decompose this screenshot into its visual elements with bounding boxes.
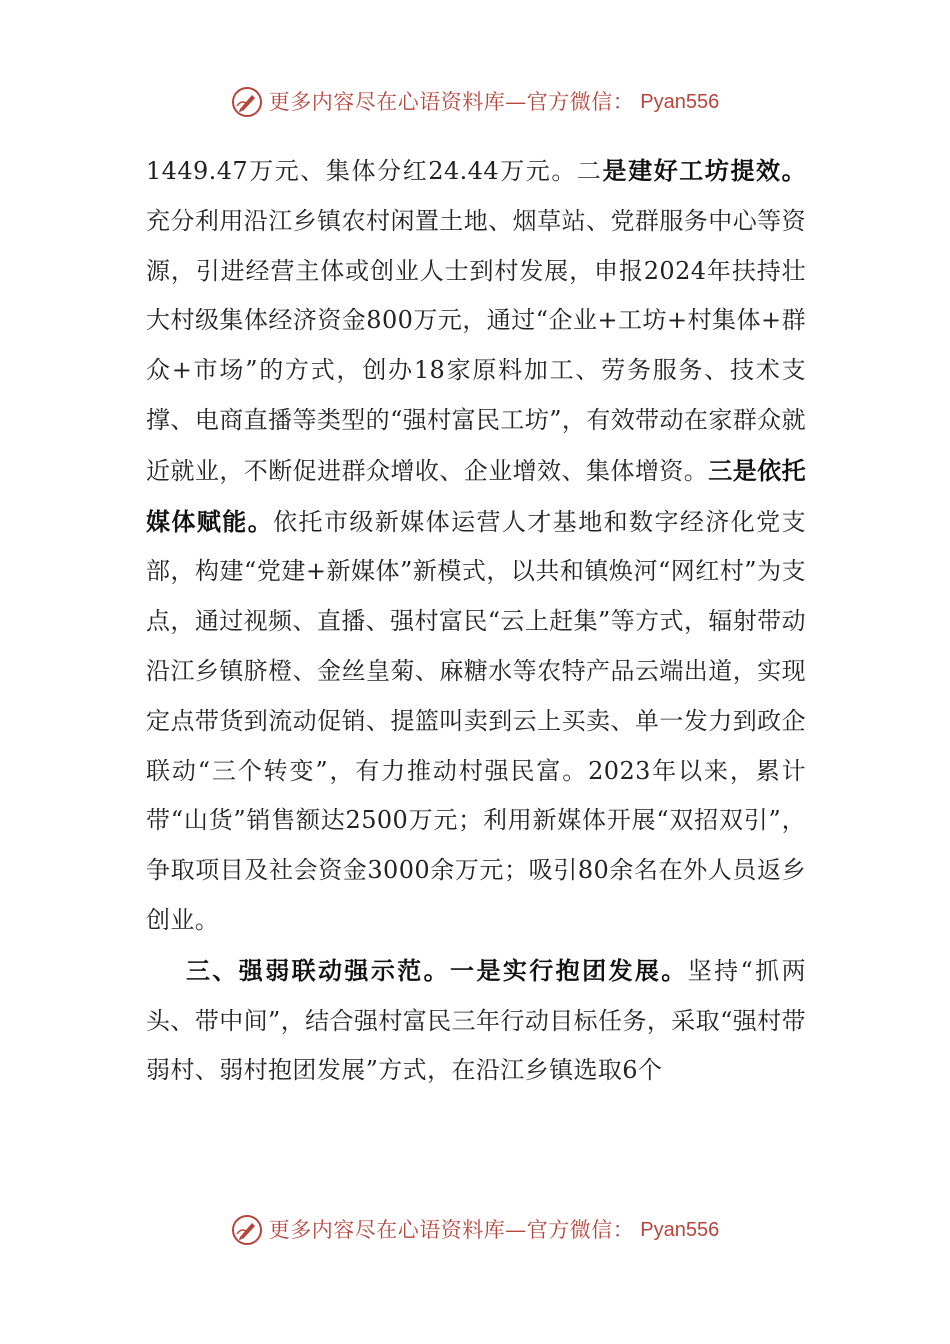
- watermark-footer: [0, 1214, 950, 1246]
- paragraph-heading: 三是依托媒体赋能。: [146, 455, 806, 536]
- watermark-text: 更多内容尽在心语资料库—官方微信：: [268, 90, 635, 114]
- watermark-text: 更多内容尽在心语资料库—官方微信：: [268, 1218, 635, 1242]
- document-body: [146, 146, 806, 1096]
- paragraph-text: 坚持“抓两头、带中间”，结合强村富民三年行动目标任务，采取“强村带弱村、弱村抱团发展”方式，在沿江乡镇选取6个: [146, 956, 806, 1085]
- paragraph-1: [146, 146, 806, 946]
- watermark-handle: Pyan556: [640, 1219, 720, 1241]
- paragraph-text: 充分利用沿江乡镇农村闲置土地、烟草站、党群服务中心等资源，引进经营主体或创业人士到村发展，申报2024年扶持壮大村级集体经济资金800万元，通过“企业+工坊+村集体+群众+市场”的方式，创办18家原料加工、劳务服务、技术支撑、电商直播等类型的“强村富民工坊”，有效带动在家群众就近就业，不断促进群众增收、企业增效、集体增资。: [146, 206, 806, 485]
- paragraph-text: 依托市级新媒体运营人才基地和数字经济化党支部，构建“党建+新媒体”新模式，以共和镇焕河“网红村”为支点，通过视频、直播、强村富民“云上赶集”等方式，辐射带动沿江乡镇脐橙、金丝皇菊、麻糖水等农特产品云端出道，实现定点带货到流动促销、提篮叫卖到云上买卖、单一发力到政企联动“三个转变”，有力推动村强民富。2023年以来，累计带“山货”销售额达2500万元；利用新媒体开展“双招双引”，争取项目及社会资金3000余万元；吸引80余名在外人员返乡创业。: [146, 507, 806, 934]
- paragraph-heading: 是建好工坊提效。: [602, 156, 807, 185]
- watermark-handle: Pyan556: [640, 91, 720, 113]
- section-heading: 三、强弱联动强示范。一是实行抱团发展。: [186, 955, 688, 985]
- paragraph-2: [146, 946, 806, 1096]
- paragraph-text: 1449.47万元、集体分红24.44万元。二: [146, 157, 603, 185]
- watermark-header: [0, 86, 950, 118]
- pen-logo-icon: [231, 1214, 263, 1246]
- pen-logo-icon: [231, 86, 263, 118]
